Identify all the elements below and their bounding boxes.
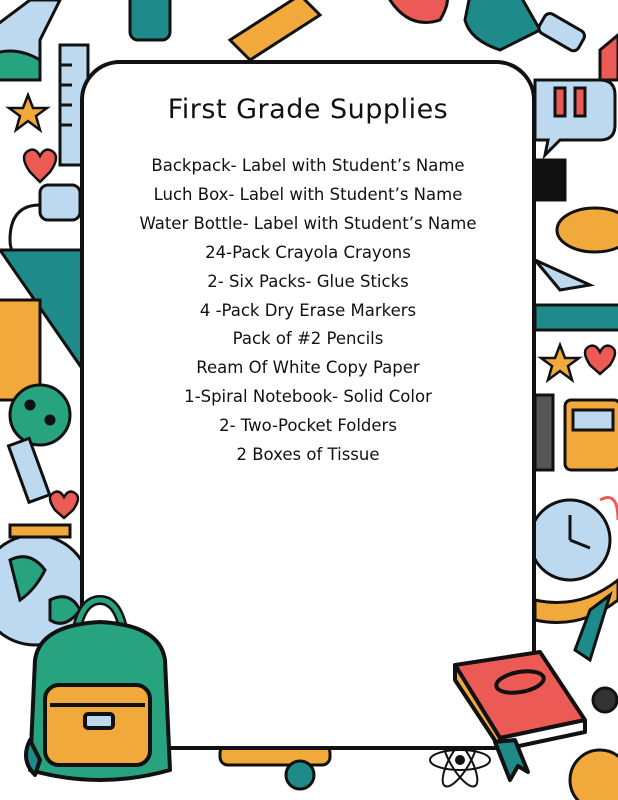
list-item: 2- Two-Pocket Folders <box>219 416 397 436</box>
list-item: 4 -Pack Dry Erase Markers <box>199 300 417 320</box>
supply-list <box>84 152 532 470</box>
list-item: Backpack- Label with Student’s Name <box>151 156 465 175</box>
list-item: 2- Six Packs- Glue Sticks <box>207 271 409 291</box>
headphones-icon <box>593 688 617 712</box>
binder-clip-icon <box>535 160 565 200</box>
list-item: 1-Spiral Notebook- Solid Color <box>184 387 432 407</box>
list-item: Pack of #2 Pencils <box>232 329 384 349</box>
pencil-case-icon <box>565 400 618 470</box>
football-icon <box>557 208 618 252</box>
list-item: Ream Of White Copy Paper <box>196 358 420 378</box>
list-item: 2 Boxes of Tissue <box>236 445 380 465</box>
stapler-icon <box>535 395 553 470</box>
supply-list-card <box>80 60 536 750</box>
list-item: Water Bottle- Label with Student’s Name <box>139 213 477 233</box>
eraser-icon <box>130 0 170 40</box>
page-title: First Grade Supplies <box>167 94 449 125</box>
list-item: 24-Pack Crayola Crayons <box>205 242 411 262</box>
list-item: Luch Box- Label with Student’s Name <box>153 184 463 204</box>
marker-icon <box>535 305 618 330</box>
